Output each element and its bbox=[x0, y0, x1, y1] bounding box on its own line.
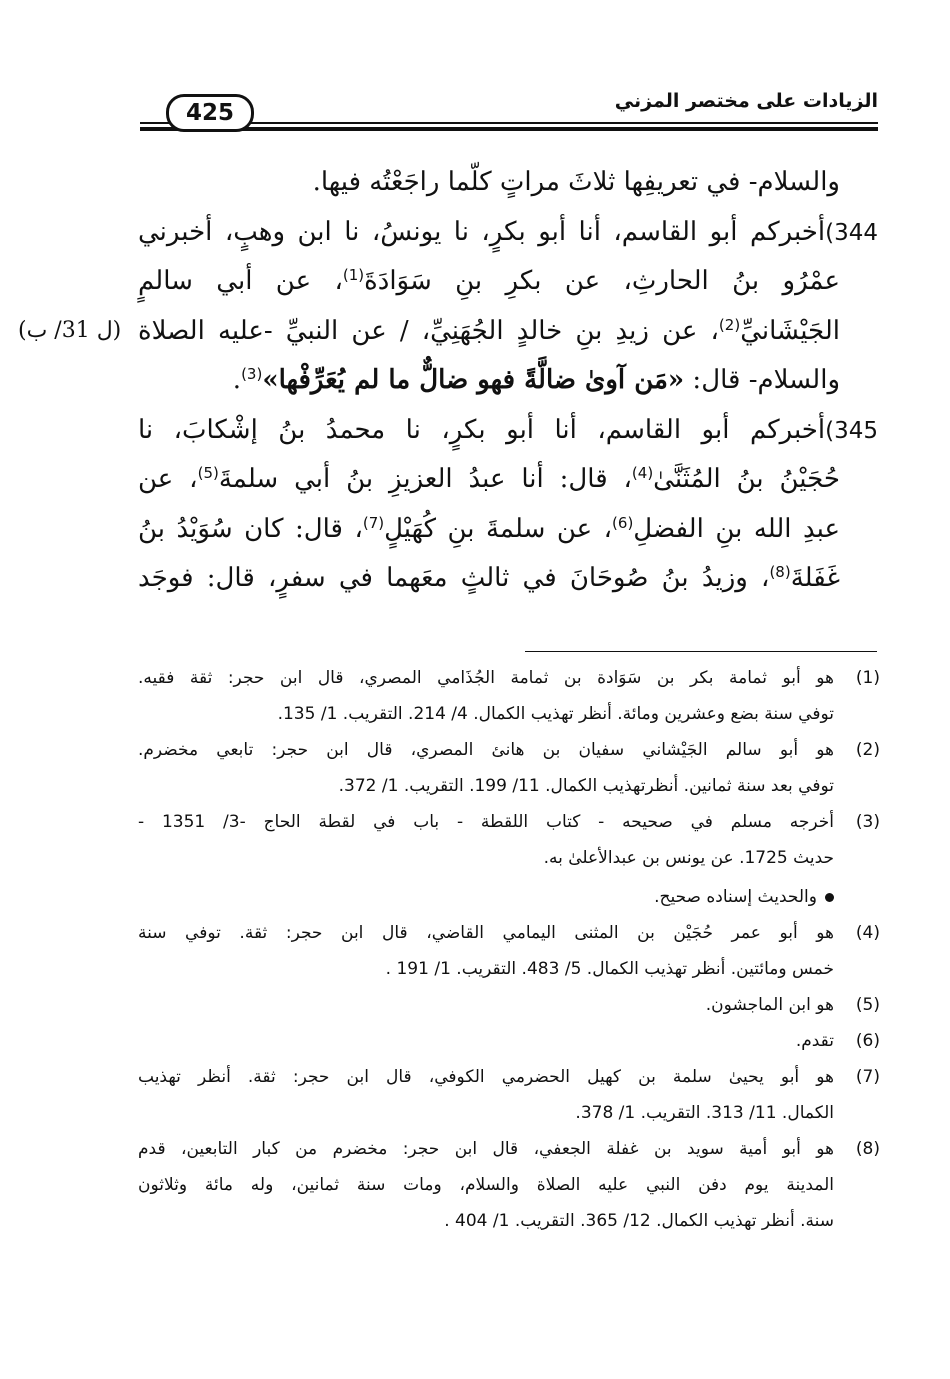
main-text bbox=[138, 158, 878, 604]
footnote: (2) هو أبو سالم الجَيْشاني سفيان بن هانئ المصري، قال ابن حجر: تابعي مخضرم. توفي بعد سنة ثمانين. أنظرتهذيب الكمال. 11/ 199. التقريب. 1/ 372. bbox=[138, 732, 880, 804]
hadith-number: 345) bbox=[825, 417, 878, 444]
hadith-344-line: والسلام- قال: «مَن آوىٰ ضالَّةً فهو ضالٌّ ما لم يُعَرِّفْها»$^{(3)}$. bbox=[232, 365, 840, 395]
footnote-ref[interactable]: (6) bbox=[612, 513, 634, 532]
footnote: (3) أخرجه مسلم في صحيحه - كتاب اللقطة - باب في لقطة الحاج -3/ 1351 - حديث 1725. عن يونس بن عبدالأعلىٰ به. bbox=[138, 804, 880, 876]
footnote-number: (6) bbox=[855, 1031, 880, 1051]
footnote: (6) تقدم. bbox=[138, 1023, 880, 1059]
footnote-number: (8) bbox=[855, 1139, 880, 1159]
hadith-345-line: عبدِ الله بنِ الفضلِ$^{(6)}$، عن سلمةَ بنِ كُهَيْلٍ$^{(7)}$، قال: كان سُوَيْدُ بنُ bbox=[138, 513, 841, 544]
footnote-number: (3) bbox=[855, 812, 880, 832]
footnote: (8) هو أبو أمية سويد بن غفلة الجعفي، قال ابن حجر: مخضرم من كبار التابعين، قدم المدينة يوم دفن النبي عليه الصلاة والسلام، ومات سنة ثمانين، وله مائة وثلاثون سنة. أنظر تهذيب الكمال. 12/ 365. التقريب. 1/ 404 . bbox=[138, 1131, 880, 1239]
page-number: 425 bbox=[166, 94, 254, 132]
hadith-344-line: 344)أخبركم أبو القاسم، أنا أبو بكرٍ، نا يونسُ، نا ابن وهبٍ، أخبرني bbox=[138, 216, 878, 247]
footnote-ref[interactable]: (2) bbox=[718, 315, 741, 334]
footnote: (7) هو أبو يحيىٰ سلمة بن كهيل الحضرمي الكوفي، قال ابن حجر: ثقة. أنظر تهذيب الكمال. 11/ 313. التقريب. 1/ 378. bbox=[138, 1059, 880, 1131]
hadith-345-line: حُجَيْنُ بنُ المُثَنَّىٰ$^{(4)}$، قال: أنا عبدُ العزيزِ بنُ أبي سلمةَ$^{(5)}$، عن bbox=[138, 464, 840, 494]
footnote-number: (2) bbox=[855, 740, 880, 760]
footnote-ref[interactable]: (1) bbox=[342, 266, 365, 284]
footnote-ref[interactable]: (5) bbox=[197, 464, 219, 482]
footnote-separator bbox=[525, 651, 877, 652]
manuscript-folio-ref: (ل 31/ ب) bbox=[18, 318, 122, 343]
footnote-ref[interactable]: (3) bbox=[241, 365, 263, 383]
hadith-matn: «مَن آوىٰ ضالَّةً فهو ضالٌّ ما لم يُعَرِّفْها» bbox=[262, 365, 685, 395]
footnote-number: (4) bbox=[855, 923, 880, 943]
hadith-345-line: 345)أخبركم أبو القاسم، أنا أبو بكرٍ، نا محمدُ بنُ إشْكابَ، نا bbox=[138, 414, 878, 445]
hadith-number: 344) bbox=[825, 219, 878, 246]
footnote: (1) هو أبو ثمامة بكر بن سَوَادة بن ثمامة الجُذَامي المصري، قال ابن حجر: ثقة فقيه. توفي سنة بضع وعشرين ومائة. أنظر تهذيب الكمال. 4/ 214. التقريب. 1/ 135. bbox=[138, 660, 880, 732]
hadith-344-line: عمْرُو بنُ الحارثِ، عن بكرِ بنِ سَوَادَةَ$^{(1)}$، عن أبي سالمٍ bbox=[138, 266, 840, 296]
running-title: الزيادات على مختصر المزني bbox=[607, 90, 878, 112]
footnote-number: (1) bbox=[855, 668, 880, 688]
bullet-icon bbox=[825, 893, 834, 902]
footnote-ref[interactable]: (8) bbox=[769, 563, 791, 581]
footnote-number: (5) bbox=[855, 995, 880, 1015]
footnote-number: (7) bbox=[855, 1067, 880, 1087]
footnote-ref[interactable]: (4) bbox=[631, 464, 654, 482]
hadith-345-line: غَفَلةَ$^{(8)}$، وزيدُ بنُ صُوحَانَ في ثالثٍ معَهما في سفرٍ، قال: فوجَد bbox=[138, 563, 840, 593]
footnote-ref[interactable]: (7) bbox=[362, 513, 385, 532]
page-header bbox=[140, 88, 878, 136]
footnote: (4) هو أبو عمر حُجَيْن بن المثنى اليمامي القاضي، قال ابن حجر: ثقة. توفي سنة خمس ومائتين. أنظر تهذيب الكمال. 5/ 483. التقريب. 1/ 191 . bbox=[138, 915, 880, 987]
text-line: والسلام- في تعريفِها ثلاثَ مراتٍ كلّما راجَعْتُه فيها. bbox=[312, 167, 840, 197]
footnote: (5) هو ابن الماجشون. bbox=[138, 987, 880, 1023]
hadith-344-line: الجَيْشَانيِّ$^{(2)}$، عن زيدِ بنِ خالدٍ الجُهَنِيِّ، / عن النبيِّ -عليه الصلاة bbox=[138, 315, 840, 346]
footnotes bbox=[138, 660, 880, 1239]
header-rule-thick bbox=[140, 127, 878, 131]
bullet-note: والحديث إسناده صحيح. bbox=[138, 879, 880, 915]
